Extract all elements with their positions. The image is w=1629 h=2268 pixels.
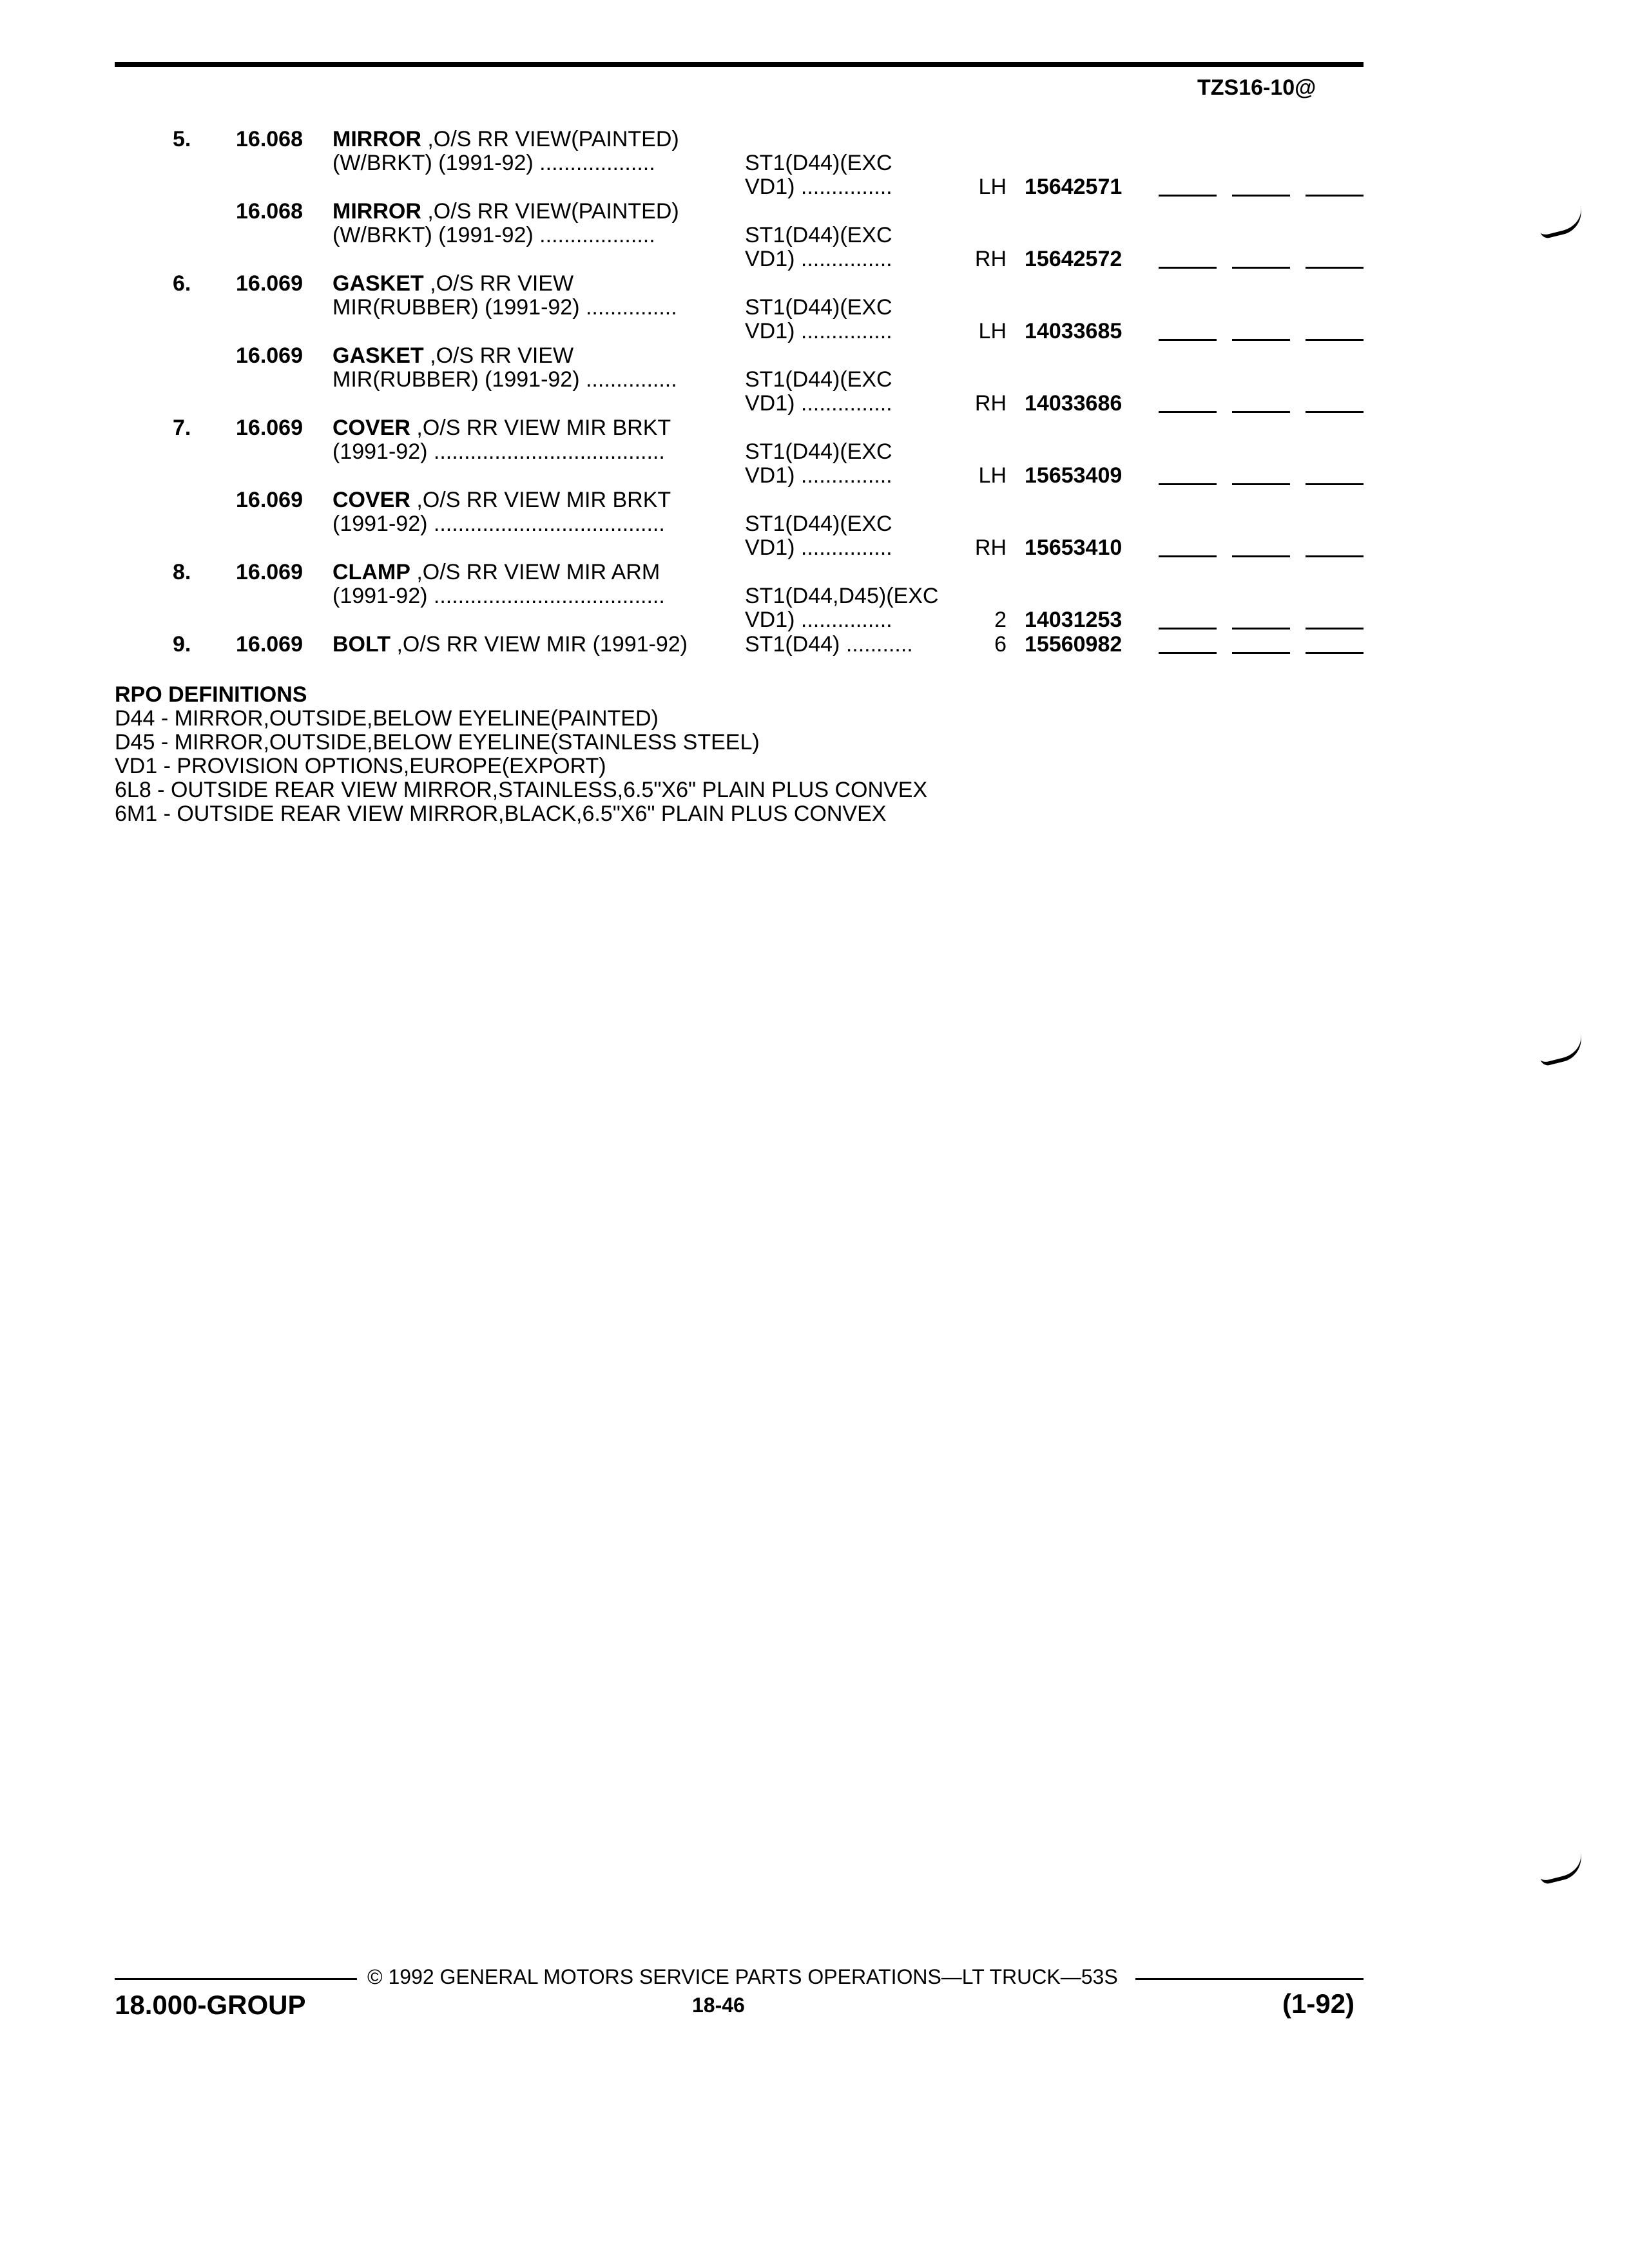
usage-line-1: ST1(D44)(EXC bbox=[745, 151, 892, 175]
part-number: 14033685 bbox=[1025, 319, 1123, 343]
parts-row bbox=[0, 272, 1629, 344]
part-number: 15560982 bbox=[1025, 632, 1123, 657]
entry-blanks bbox=[1159, 536, 1364, 560]
rpo-line: 6M1 - OUTSIDE REAR VIEW MIRROR,BLACK,6.5"X6" PLAIN PLUS CONVEX bbox=[115, 802, 887, 826]
rpo-line: 6L8 - OUTSIDE REAR VIEW MIRROR,STAINLESS,6.5"X6" PLAIN PLUS CONVEX bbox=[115, 778, 928, 802]
parts-row bbox=[0, 128, 1629, 200]
usage-line-1: ST1(D44,D45)(EXC bbox=[745, 584, 939, 608]
item-number: 6. bbox=[173, 271, 191, 296]
rpo-line: D45 - MIRROR,OUTSIDE,BELOW EYELINE(STAINLESS STEEL) bbox=[115, 730, 760, 754]
entry-blanks bbox=[1159, 247, 1364, 271]
desc-line-1: ,O/S RR VIEW MIR BRKT bbox=[410, 416, 671, 440]
item-number: 7. bbox=[173, 416, 191, 440]
quantity: RH bbox=[974, 391, 1007, 416]
part-number: 15642572 bbox=[1025, 247, 1123, 271]
usage-line-1: ST1(D44)(EXC bbox=[745, 440, 892, 464]
desc-line-2: MIR(RUBBER) (1991-92) ............... bbox=[333, 296, 677, 320]
desc-line-2: (W/BRKT) (1991-92) ................... bbox=[333, 224, 655, 247]
part-number: 14033686 bbox=[1025, 391, 1123, 416]
parts-row bbox=[0, 416, 1629, 488]
part-name: MIRROR bbox=[333, 128, 421, 151]
quantity: 6 bbox=[994, 632, 1007, 657]
usage bbox=[745, 296, 958, 343]
quantity: RH bbox=[974, 535, 1007, 560]
rpo-line: VD1 - PROVISION OPTIONS,EUROPE(EXPORT) bbox=[115, 754, 606, 778]
part-name: GASKET bbox=[333, 272, 424, 296]
usage-line-2: VD1) ............... bbox=[745, 536, 892, 560]
part-number: 14031253 bbox=[1025, 608, 1123, 632]
desc-line-1: ,O/S RR VIEW MIR ARM bbox=[410, 561, 660, 584]
quantity: LH bbox=[978, 319, 1007, 343]
part-description bbox=[333, 488, 736, 536]
entry-blanks bbox=[1159, 320, 1364, 343]
entry-blanks bbox=[1159, 464, 1364, 488]
usage bbox=[745, 440, 958, 488]
usage bbox=[745, 368, 958, 416]
usage-line-1: ST1(D44) ........... bbox=[745, 633, 913, 657]
desc-line-1: ,O/S RR VIEW(PAINTED) bbox=[421, 128, 679, 151]
group-number: 16.068 bbox=[236, 199, 303, 224]
part-name: CLAMP bbox=[333, 561, 410, 584]
footer-group: 18.000-GROUP bbox=[115, 1990, 306, 2020]
desc-line-1: ,O/S RR VIEW bbox=[423, 344, 574, 368]
group-number: 16.069 bbox=[236, 416, 303, 440]
rpo-definitions bbox=[115, 683, 927, 826]
group-number: 16.069 bbox=[236, 560, 303, 584]
part-description bbox=[333, 272, 736, 320]
page-code: TZS16-10@ bbox=[1197, 75, 1316, 100]
part-description bbox=[333, 561, 736, 608]
desc-line-2: MIR(RUBBER) (1991-92) ............... bbox=[333, 368, 677, 392]
desc-line-1: ,O/S RR VIEW bbox=[423, 272, 574, 296]
part-number: 15653409 bbox=[1025, 463, 1123, 488]
footer-date: (1-92) bbox=[1282, 1988, 1355, 2019]
group-number: 16.069 bbox=[236, 343, 303, 368]
rpo-title: RPO DEFINITIONS bbox=[115, 682, 307, 707]
parts-row bbox=[0, 561, 1629, 633]
footer-page-number: 18-46 bbox=[692, 1994, 745, 2017]
part-number: 15653410 bbox=[1025, 535, 1123, 560]
usage-line-2: VD1) ............... bbox=[745, 247, 892, 271]
desc-line-1: ,O/S RR VIEW(PAINTED) bbox=[421, 200, 679, 224]
quantity: LH bbox=[978, 175, 1007, 199]
footer-rule-right bbox=[1135, 1978, 1364, 1980]
parts-row bbox=[0, 200, 1629, 272]
group-number: 16.069 bbox=[236, 488, 303, 512]
usage bbox=[745, 151, 958, 199]
desc-line-2: (1991-92) ...................................... bbox=[333, 584, 665, 608]
usage bbox=[745, 584, 958, 632]
quantity: RH bbox=[974, 247, 1007, 271]
rpo-line: D44 - MIRROR,OUTSIDE,BELOW EYELINE(PAINTED) bbox=[115, 706, 659, 731]
usage-line-2: VD1) ............... bbox=[745, 175, 892, 199]
part-name: GASKET bbox=[333, 344, 424, 368]
binder-hole-mark bbox=[1537, 1033, 1586, 1067]
part-name: BOLT bbox=[333, 633, 391, 657]
part-description bbox=[333, 128, 736, 175]
entry-blanks bbox=[1159, 633, 1364, 657]
parts-row bbox=[0, 344, 1629, 416]
footer-rule-left bbox=[115, 1978, 357, 1980]
part-description bbox=[333, 344, 736, 392]
entry-blanks bbox=[1159, 392, 1364, 416]
item-number: 8. bbox=[173, 560, 191, 584]
usage bbox=[745, 512, 958, 560]
desc-line-1: ,O/S RR VIEW MIR (1991-92) bbox=[390, 633, 688, 657]
entry-blanks bbox=[1159, 175, 1364, 199]
group-number: 16.069 bbox=[236, 271, 303, 296]
group-number: 16.069 bbox=[236, 632, 303, 657]
parts-row bbox=[0, 633, 1629, 657]
usage-line-1: ST1(D44)(EXC bbox=[745, 296, 892, 320]
item-number: 9. bbox=[173, 632, 191, 657]
parts-row bbox=[0, 488, 1629, 561]
usage bbox=[745, 633, 958, 657]
part-description bbox=[333, 416, 736, 464]
group-number: 16.068 bbox=[236, 127, 303, 151]
binder-hole-mark bbox=[1537, 1852, 1586, 1885]
part-description bbox=[333, 633, 736, 657]
usage-line-2: VD1) ............... bbox=[745, 320, 892, 343]
usage-line-2: VD1) ............... bbox=[745, 392, 892, 416]
part-description bbox=[333, 200, 736, 247]
footer-copyright: © 1992 GENERAL MOTORS SERVICE PARTS OPERATIONS—LT TRUCK—53S bbox=[367, 1965, 1118, 1988]
desc-line-2: (W/BRKT) (1991-92) ................... bbox=[333, 151, 655, 175]
part-name: MIRROR bbox=[333, 200, 421, 224]
desc-line-1: ,O/S RR VIEW MIR BRKT bbox=[410, 488, 671, 512]
usage-line-2: VD1) ............... bbox=[745, 608, 892, 632]
quantity: LH bbox=[978, 463, 1007, 488]
desc-line-2: (1991-92) ...................................... bbox=[333, 512, 665, 536]
usage-line-1: ST1(D44)(EXC bbox=[745, 368, 892, 392]
usage bbox=[745, 224, 958, 271]
desc-line-2: (1991-92) ...................................... bbox=[333, 440, 665, 464]
top-rule bbox=[115, 62, 1364, 67]
part-name: COVER bbox=[333, 488, 410, 512]
part-name: COVER bbox=[333, 416, 410, 440]
usage-line-2: VD1) ............... bbox=[745, 464, 892, 488]
part-number: 15642571 bbox=[1025, 175, 1123, 199]
usage-line-1: ST1(D44)(EXC bbox=[745, 512, 892, 536]
quantity: 2 bbox=[994, 608, 1007, 632]
parts-list bbox=[0, 128, 1629, 657]
usage-line-1: ST1(D44)(EXC bbox=[745, 224, 892, 247]
entry-blanks bbox=[1159, 608, 1364, 632]
item-number: 5. bbox=[173, 127, 191, 151]
